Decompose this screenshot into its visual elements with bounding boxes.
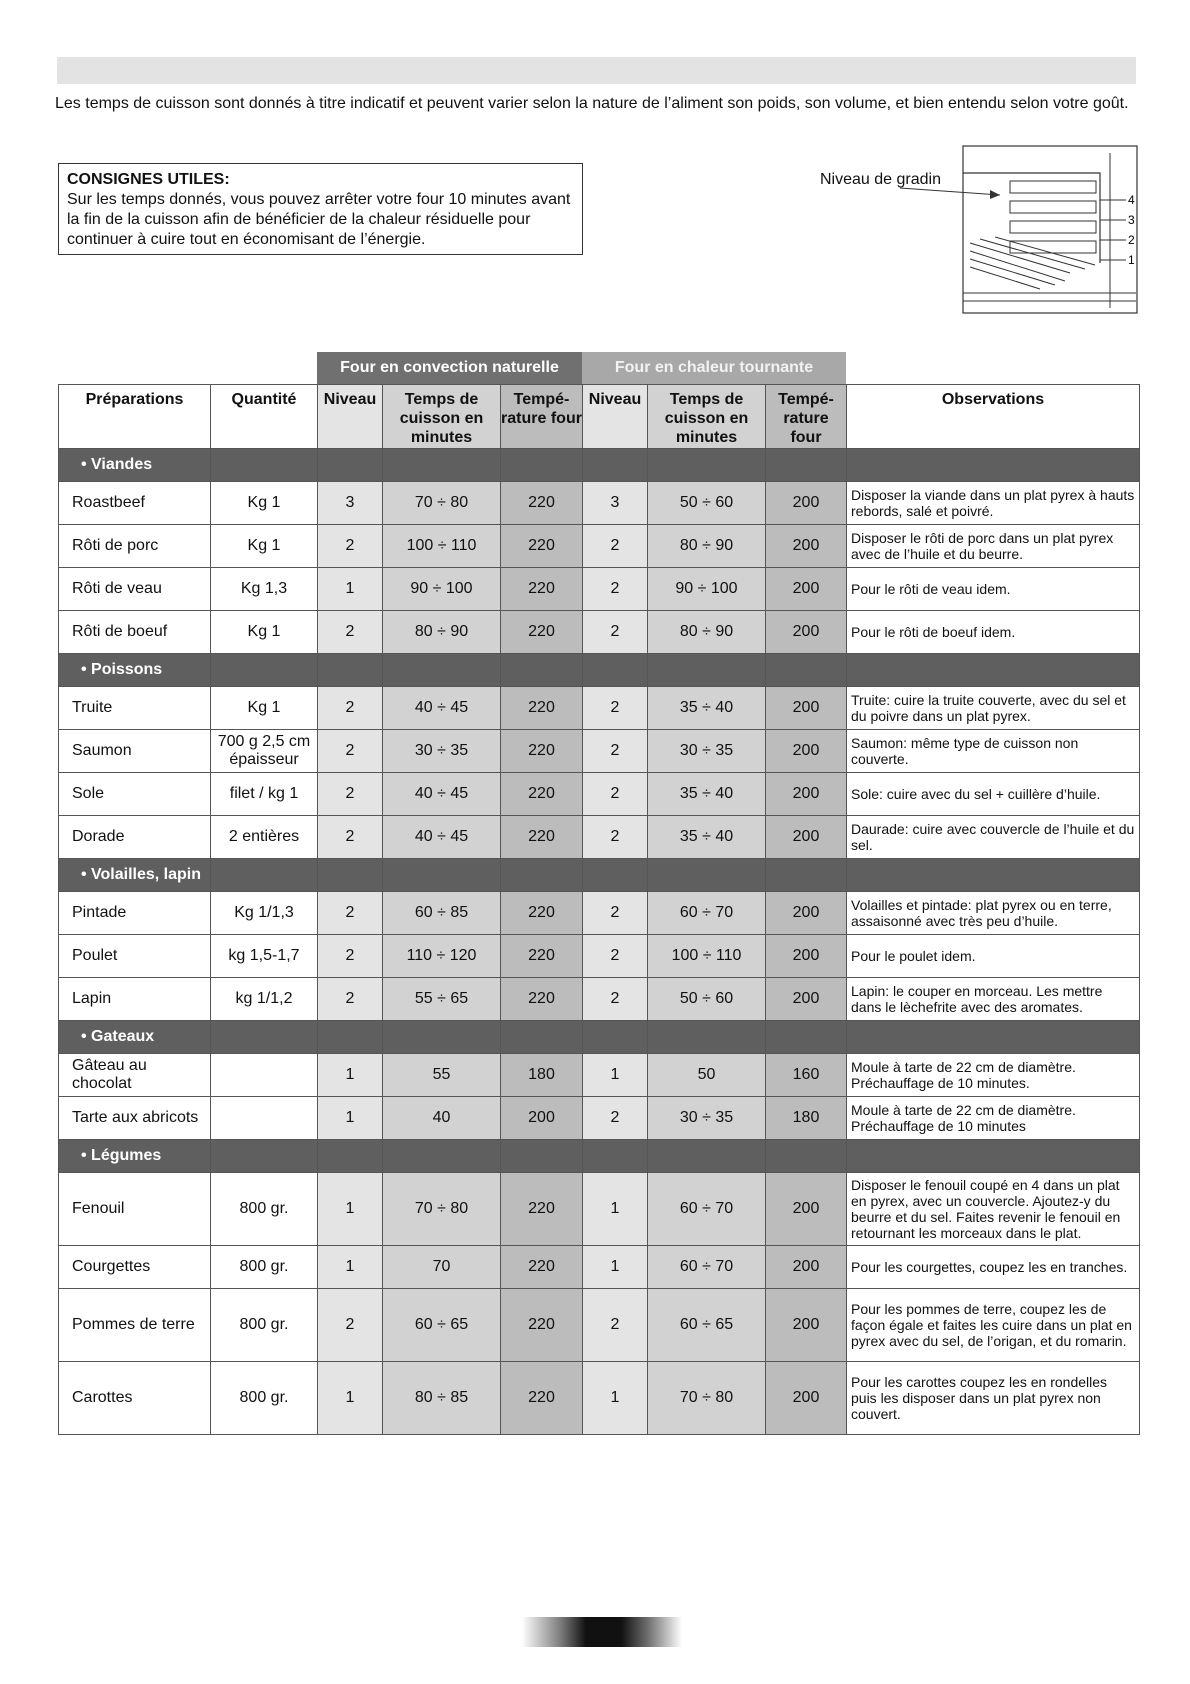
cell-temps-nat: 40 ÷ 45 — [383, 687, 501, 730]
col-temps-tour: Temps de cuisson en minutes — [648, 385, 766, 449]
cell-temp-tour: 200 — [766, 892, 847, 935]
cell-temp-nat: 220 — [501, 525, 583, 568]
cell-niveau-nat: 1 — [318, 1362, 383, 1435]
cell-temps-tour: 80 ÷ 90 — [648, 525, 766, 568]
cell-temps-nat: 100 ÷ 110 — [383, 525, 501, 568]
section-cell — [648, 449, 766, 482]
section-cell — [383, 859, 501, 892]
section-cell — [501, 449, 583, 482]
cell-niveau-tour: 2 — [583, 978, 648, 1021]
cell-temp-tour: 200 — [766, 1173, 847, 1246]
section-cell — [766, 654, 847, 687]
cell-niveau-tour: 2 — [583, 568, 648, 611]
cell-temps-tour: 50 — [648, 1054, 766, 1097]
table-row — [59, 482, 1140, 525]
cell-temps-tour: 50 ÷ 60 — [648, 482, 766, 525]
cell-prep: Carottes — [59, 1362, 211, 1435]
section-cell — [501, 1140, 583, 1173]
section-cell — [318, 859, 383, 892]
cell-obs: Pour le poulet idem. — [847, 935, 1140, 978]
cell-obs: Lapin: le couper en morceau. Les mettre dans le lèchefrite avec des aromates. — [847, 978, 1140, 1021]
section-cell — [501, 859, 583, 892]
cell-niveau-tour: 2 — [583, 773, 648, 816]
cell-niveau-nat: 2 — [318, 525, 383, 568]
cell-niveau-nat: 2 — [318, 935, 383, 978]
cell-qty: 2 entières — [211, 816, 318, 859]
cell-temps-tour: 70 ÷ 80 — [648, 1362, 766, 1435]
cell-niveau-nat: 2 — [318, 978, 383, 1021]
cell-obs: Pour les carottes coupez les en rondelles puis les disposer dans un plat pyrex non couvert. — [847, 1362, 1140, 1435]
section-cell — [318, 654, 383, 687]
cell-prep: Courgettes — [59, 1246, 211, 1289]
cell-temps-nat: 55 — [383, 1054, 501, 1097]
cell-temps-tour: 30 ÷ 35 — [648, 1097, 766, 1140]
cell-qty: Kg 1/1,3 — [211, 892, 318, 935]
cell-temps-nat: 30 ÷ 35 — [383, 730, 501, 773]
cell-obs: Volailles et pintade: plat pyrex ou en terre, assaisonné avec très peu d’huile. — [847, 892, 1140, 935]
section-cell — [766, 859, 847, 892]
cell-qty: kg 1,5-1,7 — [211, 935, 318, 978]
section-title: • Légumes — [59, 1140, 211, 1173]
consignes-text: Sur les temps donnés, vous pouvez arrêter votre four 10 minutes avant la fin de la cuisson afin de bénéficier de la chaleur résiduelle pour continuer à cuire tout en économisant de l’énergie. — [67, 191, 571, 248]
cell-temp-tour: 200 — [766, 1362, 847, 1435]
cell-temp-tour: 200 — [766, 525, 847, 568]
section-title: • Volailles, lapin — [59, 859, 211, 892]
table-row — [59, 773, 1140, 816]
gradin-label: Niveau de gradin — [820, 171, 941, 188]
section-row — [59, 654, 1140, 687]
cell-obs: Moule à tarte de 22 cm de diamètre. Préchauffage de 10 minutes — [847, 1097, 1140, 1140]
intro-text: Les temps de cuisson sont donnés à titre indicatif et peuvent varier selon la nature de l’aliment son poids, son volume, et bien entendu selon votre goût. — [55, 95, 1129, 112]
cell-niveau-tour: 2 — [583, 1289, 648, 1362]
table-row — [59, 730, 1140, 773]
table-row — [59, 1173, 1140, 1246]
section-cell — [211, 449, 318, 482]
group-tournante-header: Four en chaleur tournante — [582, 352, 846, 384]
section-cell — [766, 1021, 847, 1054]
cell-temps-nat: 40 ÷ 45 — [383, 816, 501, 859]
section-cell — [766, 449, 847, 482]
cell-temp-tour: 200 — [766, 568, 847, 611]
cell-niveau-nat: 1 — [318, 1097, 383, 1140]
section-cell — [583, 449, 648, 482]
cell-niveau-nat: 2 — [318, 611, 383, 654]
section-cell — [847, 1140, 1140, 1173]
section-title: • Viandes — [59, 449, 211, 482]
cell-prep: Tarte aux abricots — [59, 1097, 211, 1140]
cell-niveau-nat: 1 — [318, 1054, 383, 1097]
cell-temps-nat: 110 ÷ 120 — [383, 935, 501, 978]
cell-niveau-tour: 2 — [583, 1097, 648, 1140]
section-title: • Poissons — [59, 654, 211, 687]
section-cell — [847, 859, 1140, 892]
section-row — [59, 1140, 1140, 1173]
cell-temps-nat: 60 ÷ 65 — [383, 1289, 501, 1362]
cell-niveau-nat: 3 — [318, 482, 383, 525]
cell-temp-tour: 200 — [766, 687, 847, 730]
cell-qty: kg 1/1,2 — [211, 978, 318, 1021]
cell-temps-nat: 90 ÷ 100 — [383, 568, 501, 611]
table-row — [59, 687, 1140, 730]
table-row — [59, 1246, 1140, 1289]
section-cell — [501, 654, 583, 687]
cell-obs: Saumon: même type de cuisson non couverte. — [847, 730, 1140, 773]
section-cell — [583, 859, 648, 892]
consignes-title: CONSIGNES UTILES: — [67, 171, 230, 188]
cell-niveau-tour: 1 — [583, 1054, 648, 1097]
table-row — [59, 525, 1140, 568]
cell-obs: Truite: cuire la truite couverte, avec du sel et du poivre dans un plat pyrex. — [847, 687, 1140, 730]
cell-obs: Pour le rôti de veau idem. — [847, 568, 1140, 611]
cell-qty: Kg 1 — [211, 687, 318, 730]
section-cell — [383, 1140, 501, 1173]
cell-temps-tour: 35 ÷ 40 — [648, 816, 766, 859]
cell-temp-nat: 220 — [501, 935, 583, 978]
cell-niveau-nat: 2 — [318, 892, 383, 935]
cell-niveau-tour: 2 — [583, 816, 648, 859]
cell-temp-tour: 200 — [766, 730, 847, 773]
cell-temps-nat: 70 ÷ 80 — [383, 482, 501, 525]
cell-temp-tour: 200 — [766, 816, 847, 859]
section-cell — [583, 1021, 648, 1054]
table-row — [59, 1054, 1140, 1097]
section-cell — [847, 449, 1140, 482]
section-cell — [501, 1021, 583, 1054]
section-cell — [583, 654, 648, 687]
cell-temps-tour: 60 ÷ 70 — [648, 1246, 766, 1289]
section-cell — [766, 1140, 847, 1173]
cell-temp-nat: 220 — [501, 1289, 583, 1362]
cell-niveau-nat: 2 — [318, 730, 383, 773]
cell-obs: Disposer la viande dans un plat pyrex à hauts rebords, salé et poivré. — [847, 482, 1140, 525]
cell-temp-nat: 220 — [501, 978, 583, 1021]
group-naturelle-header: Four en convection naturelle — [317, 352, 582, 384]
cell-niveau-tour: 2 — [583, 611, 648, 654]
table-row — [59, 892, 1140, 935]
cell-prep: Rôti de veau — [59, 568, 211, 611]
section-cell — [383, 1021, 501, 1054]
cell-obs: Pour les courgettes, coupez les en tranches. — [847, 1246, 1140, 1289]
cell-qty: Kg 1 — [211, 482, 318, 525]
cell-qty: 800 gr. — [211, 1173, 318, 1246]
cell-temp-nat: 220 — [501, 611, 583, 654]
cell-prep: Poulet — [59, 935, 211, 978]
table-row — [59, 1362, 1140, 1435]
cell-temps-tour: 60 ÷ 65 — [648, 1289, 766, 1362]
cell-niveau-nat: 1 — [318, 1246, 383, 1289]
level-2-label: 2 — [1128, 233, 1135, 247]
section-cell — [847, 1021, 1140, 1054]
cell-temp-tour: 160 — [766, 1054, 847, 1097]
section-cell — [648, 1021, 766, 1054]
section-cell — [318, 449, 383, 482]
cell-prep: Lapin — [59, 978, 211, 1021]
level-1-label: 1 — [1128, 253, 1135, 267]
cell-niveau-nat: 2 — [318, 816, 383, 859]
cell-prep: Fenouil — [59, 1173, 211, 1246]
section-cell — [211, 859, 318, 892]
cell-niveau-tour: 2 — [583, 730, 648, 773]
cell-prep: Pommes de terre — [59, 1289, 211, 1362]
section-cell — [211, 1021, 318, 1054]
cell-niveau-nat: 1 — [318, 1173, 383, 1246]
cell-qty: 800 gr. — [211, 1246, 318, 1289]
cell-temps-tour: 35 ÷ 40 — [648, 773, 766, 816]
col-qty: Quantité — [211, 385, 318, 449]
cell-niveau-tour: 2 — [583, 687, 648, 730]
section-cell — [648, 654, 766, 687]
col-prep: Préparations — [59, 385, 211, 449]
cell-temp-tour: 200 — [766, 1289, 847, 1362]
cell-temp-tour: 200 — [766, 773, 847, 816]
cell-temps-tour: 60 ÷ 70 — [648, 892, 766, 935]
table-body — [59, 449, 1140, 1435]
cell-temp-nat: 200 — [501, 1097, 583, 1140]
section-cell — [847, 654, 1140, 687]
cell-temp-nat: 220 — [501, 1173, 583, 1246]
cell-qty: Kg 1 — [211, 525, 318, 568]
cell-temp-nat: 180 — [501, 1054, 583, 1097]
cell-niveau-tour: 2 — [583, 525, 648, 568]
cell-temp-nat: 220 — [501, 730, 583, 773]
table-row — [59, 611, 1140, 654]
cell-temps-tour: 80 ÷ 90 — [648, 611, 766, 654]
cell-temps-tour: 50 ÷ 60 — [648, 978, 766, 1021]
cell-temp-nat: 220 — [501, 816, 583, 859]
table-row — [59, 816, 1140, 859]
section-row — [59, 1021, 1140, 1054]
cell-qty: 800 gr. — [211, 1362, 318, 1435]
col-niveau-nat: Niveau — [318, 385, 383, 449]
table-row — [59, 978, 1140, 1021]
cell-prep: Dorade — [59, 816, 211, 859]
section-row — [59, 859, 1140, 892]
cell-niveau-tour: 1 — [583, 1173, 648, 1246]
cell-temps-nat: 55 ÷ 65 — [383, 978, 501, 1021]
cell-obs: Moule à tarte de 22 cm de diamètre. Préchauffage de 10 minutes. — [847, 1054, 1140, 1097]
cell-niveau-tour: 1 — [583, 1246, 648, 1289]
cell-temps-nat: 70 ÷ 80 — [383, 1173, 501, 1246]
cell-prep: Sole — [59, 773, 211, 816]
cell-temp-nat: 220 — [501, 1246, 583, 1289]
col-temp-nat: Tempé- rature four — [501, 385, 583, 449]
cell-prep: Rôti de boeuf — [59, 611, 211, 654]
cell-obs: Sole: cuire avec du sel + cuillère d’huile. — [847, 773, 1140, 816]
cell-prep: Roastbeef — [59, 482, 211, 525]
cell-temp-nat: 220 — [501, 687, 583, 730]
cell-temp-nat: 220 — [501, 1362, 583, 1435]
section-cell — [211, 1140, 318, 1173]
cell-niveau-nat: 2 — [318, 687, 383, 730]
cell-niveau-tour: 1 — [583, 1362, 648, 1435]
cell-temps-nat: 70 — [383, 1246, 501, 1289]
section-cell — [583, 1140, 648, 1173]
table-row — [59, 1097, 1140, 1140]
section-cell — [211, 654, 318, 687]
cell-temps-tour: 60 ÷ 70 — [648, 1173, 766, 1246]
col-temp-tour: Tempé- rature four — [766, 385, 847, 449]
cell-prep: Saumon — [59, 730, 211, 773]
section-row — [59, 449, 1140, 482]
cell-obs: Daurade: cuire avec couvercle de l’huile et du sel. — [847, 816, 1140, 859]
cell-temps-nat: 40 ÷ 45 — [383, 773, 501, 816]
cell-qty: filet / kg 1 — [211, 773, 318, 816]
table-row — [59, 568, 1140, 611]
section-cell — [648, 1140, 766, 1173]
cell-niveau-tour: 2 — [583, 935, 648, 978]
cell-temp-tour: 200 — [766, 978, 847, 1021]
cooking-table — [58, 384, 1140, 1435]
cell-temp-nat: 220 — [501, 773, 583, 816]
table-row — [59, 935, 1140, 978]
section-cell — [318, 1021, 383, 1054]
section-cell — [383, 654, 501, 687]
cell-prep: Pintade — [59, 892, 211, 935]
cell-temps-nat: 60 ÷ 85 — [383, 892, 501, 935]
oven-rack-diagram — [870, 143, 1140, 318]
cell-qty — [211, 1097, 318, 1140]
cell-obs: Disposer le fenouil coupé en 4 dans un plat en pyrex, avec un couvercle. Ajoutez-y du beurre et du sel. Faites revenir le fenouil en retournant les morceaux dans le plat. — [847, 1173, 1140, 1246]
cell-temp-nat: 220 — [501, 568, 583, 611]
cell-temp-tour: 200 — [766, 935, 847, 978]
cell-prep: Gâteau au chocolat — [59, 1054, 211, 1097]
cell-temp-nat: 220 — [501, 482, 583, 525]
cell-niveau-tour: 3 — [583, 482, 648, 525]
level-3-label: 3 — [1128, 213, 1135, 227]
cell-temps-tour: 30 ÷ 35 — [648, 730, 766, 773]
cell-niveau-tour: 2 — [583, 892, 648, 935]
cell-temp-tour: 200 — [766, 611, 847, 654]
cell-qty: 800 gr. — [211, 1289, 318, 1362]
col-niveau-tour: Niveau — [583, 385, 648, 449]
cell-qty: 700 g 2,5 cm épaisseur — [211, 730, 318, 773]
col-obs: Observations — [847, 385, 1140, 449]
cell-temp-tour: 180 — [766, 1097, 847, 1140]
cell-temps-nat: 40 — [383, 1097, 501, 1140]
table-row — [59, 1289, 1140, 1362]
cell-temps-nat: 80 ÷ 85 — [383, 1362, 501, 1435]
cell-niveau-nat: 1 — [318, 568, 383, 611]
cell-obs: Pour le rôti de boeuf idem. — [847, 611, 1140, 654]
section-cell — [318, 1140, 383, 1173]
cell-obs: Disposer le rôti de porc dans un plat pyrex avec de l’huile et du beurre. — [847, 525, 1140, 568]
cell-temps-tour: 100 ÷ 110 — [648, 935, 766, 978]
cell-niveau-nat: 2 — [318, 773, 383, 816]
cell-temps-tour: 35 ÷ 40 — [648, 687, 766, 730]
header-bar — [57, 57, 1136, 84]
section-cell — [383, 449, 501, 482]
section-title: • Gateaux — [59, 1021, 211, 1054]
page-number-bar — [522, 1617, 682, 1647]
cell-temp-tour: 200 — [766, 482, 847, 525]
cell-temp-nat: 220 — [501, 892, 583, 935]
cell-prep: Rôti de porc — [59, 525, 211, 568]
level-4-label: 4 — [1128, 193, 1135, 207]
cell-qty — [211, 1054, 318, 1097]
cell-temps-tour: 90 ÷ 100 — [648, 568, 766, 611]
cell-temps-nat: 80 ÷ 90 — [383, 611, 501, 654]
section-cell — [648, 859, 766, 892]
cell-qty: Kg 1 — [211, 611, 318, 654]
cell-qty: Kg 1,3 — [211, 568, 318, 611]
cell-temp-tour: 200 — [766, 1246, 847, 1289]
cell-niveau-nat: 2 — [318, 1289, 383, 1362]
cell-obs: Pour les pommes de terre, coupez les de façon égale et faites les cuire dans un plat en pyrex avec du sel, de l’origan, et du romarin. — [847, 1289, 1140, 1362]
col-temps-nat: Temps de cuisson en minutes — [383, 385, 501, 449]
cell-prep: Truite — [59, 687, 211, 730]
consignes-box — [58, 163, 583, 255]
